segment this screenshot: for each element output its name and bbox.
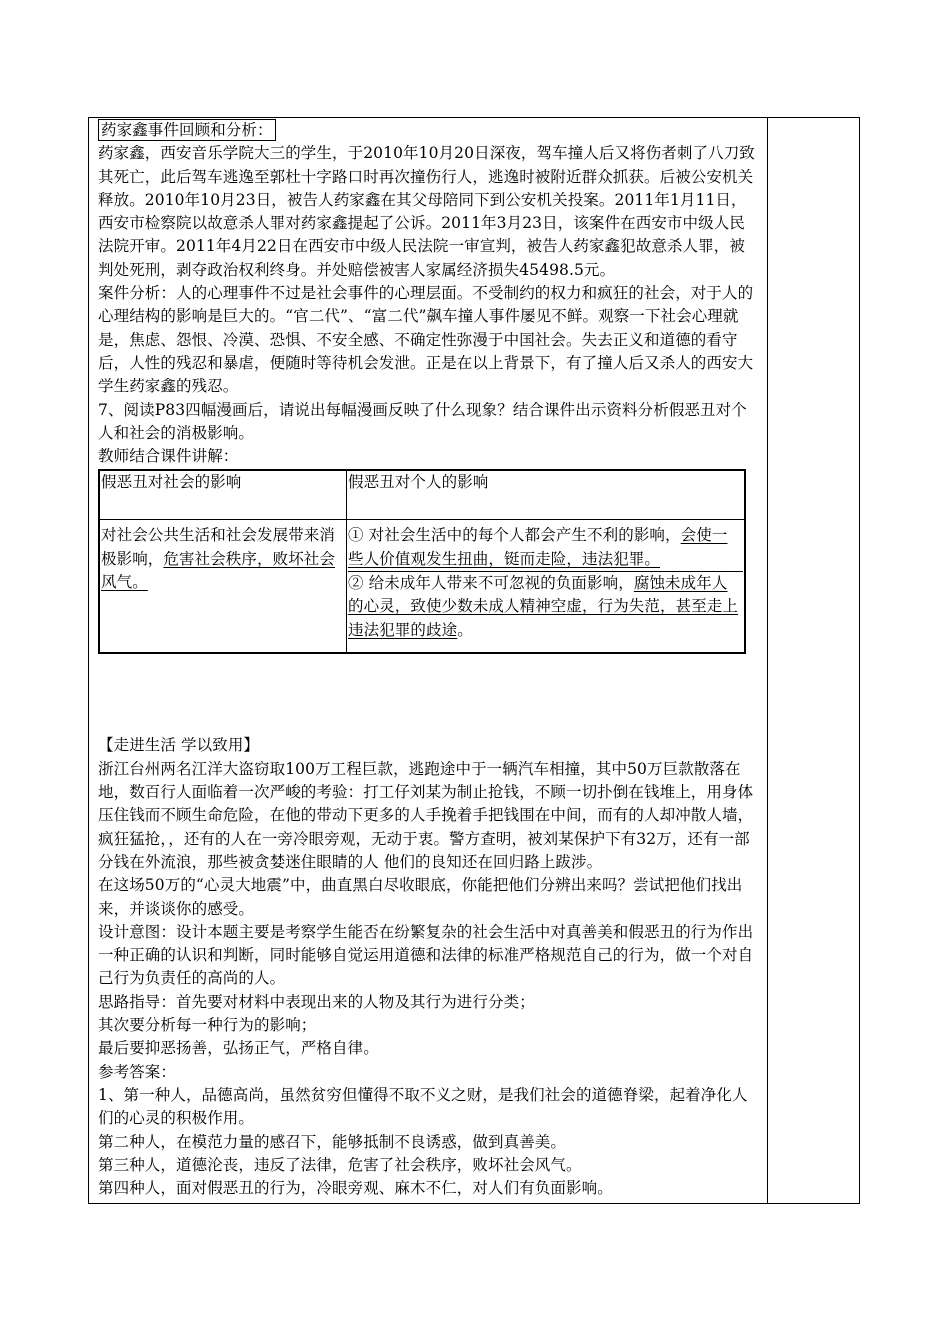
col2-cell [347, 520, 746, 654]
case-heading-line [98, 119, 760, 142]
col2-item-1 [348, 524, 743, 571]
col1-plain: 对社会公共生活和社会发展带来消极影响， [101, 526, 336, 568]
answer-2: 第二种人，在模范力量的感召下，能够抵制不良诱惑，做到真善美。 [98, 1132, 567, 1151]
case-heading: 药家鑫事件回顾和分析： [98, 119, 276, 141]
guide-2: 其次要分析每一种行为的影响； [98, 1016, 317, 1035]
answer-label: 参考答案： [98, 1062, 177, 1081]
guide-3: 最后要抑恶扬善，弘扬正气，严格自律。 [98, 1039, 379, 1058]
col1-underlined: 危害社会秩序，败坏社会风气。 [101, 549, 336, 592]
col2-item-2 [348, 571, 743, 642]
col2-item1-plain: ① 对社会生活中的每个人都会产生不利的影响， [348, 526, 681, 545]
col2-item1-underlined: 会使一些人价值观发生扭曲，铤而走险，违法犯罪。 [348, 526, 728, 568]
answer-4: 第四种人，面对假恶丑的行为，冷眼旁观、麻木不仁，对人们有负面影响。 [98, 1179, 613, 1198]
case-intro: 药家鑫，西安音乐学院大三的学生，于2010年10月20日深夜，驾车撞人后又将伤者刺了八刀致其死亡，此后驾车逃逸至郭杜十字路口时再次撞伤行人，逃逸时被附近群众抓获。后被公安机关释放。2010年10月23日，被告人药家鑫在其父母陪同下到公安机关投案。2011年1月11日，西安市检察院以故意杀人罪对药家鑫提起了公诉。2011年3月23日，该案件在西安市中级人民法院开审。2011年4月22日在西安市中级人民法院一审宣判，被告人药家鑫犯故意杀人罪，被判处死刑，剥夺政治权利终身。并处赔偿被害人家属经济损失45498.5元。 [98, 144, 755, 279]
question-7: 7、阅读P83四幅漫画后，请说出每幅漫画反映了什么现象？结合课件出示资料分析假恶丑对个人和社会的消极影响。 [98, 400, 747, 442]
table-row [99, 520, 745, 654]
col2-header: 假恶丑对个人的影响 [347, 470, 746, 520]
answer-3: 第三种人，道德沦丧，违反了法律，危害了社会秩序，败坏社会风气。 [98, 1155, 582, 1174]
life-heading: 【走进生活 学以致用】 [98, 736, 260, 755]
table-row [99, 470, 745, 520]
life-story: 浙江台州两名江洋大盗窃取100万工程巨款，逃跑途中于一辆汽车相撞，其中50万巨款散落在地，数百行人面临着一次严峻的考验：打工仔刘某为制止抢钱，不顾一切扑倒在钱堆上，用身体压住钱而不顾生命危险，在他的带动下更多的人手挽着手把钱围在中间，而有的人却冲散人墙，疯狂猛抢，，还有的人在一旁冷眼旁观，无动于衷。警方查明，被刘某保护下有32万，还有一部分钱在外流浪，那些被贪婪迷住眼睛的人 他们的良知还在回归路上跋涉。 [98, 759, 754, 871]
teacher-note: 教师结合课件讲解： [98, 447, 239, 466]
col2-item2-plain: ② 给未成年人带来不可忽视的负面影响， [348, 574, 634, 593]
col2-item2-end: 。 [457, 620, 473, 639]
design-intent: 设计意图：设计本题主要是考察学生能否在纷繁复杂的社会生活中对真善美和假恶丑的行为作出一种正确的认识和判断，同时能够自觉运用道德和法律的标准严格规范自己的行为，做一个对自己行为负责任的高尚的人。 [98, 922, 754, 988]
col1-header: 假恶丑对社会的影响 [99, 470, 347, 520]
main-content [98, 119, 760, 1200]
impact-table [98, 469, 746, 654]
col1-cell [99, 520, 347, 654]
col2-item2-underlined: 腐蚀未成年人的心灵，致使少数未成人精神空虚，行为失范，甚至走上违法犯罪的歧途 [348, 574, 739, 639]
answer-1: 1、第一种人，品德高尚，虽然贫穷但懂得不取不义之财，是我们社会的道德脊梁，起着净化人们的心灵的积极作用。 [98, 1085, 748, 1128]
life-question: 在这场50万的“心灵大地震”中，曲直黑白尽收眼底，你能把他们分辨出来吗？尝试把他们找出来，并谈谈你的感受。 [98, 876, 743, 918]
column-divider [767, 117, 768, 1204]
guide-1: 思路指导：首先要对材料中表现出来的人物及其行为进行分类； [98, 992, 535, 1011]
case-analysis: 案件分析：人的心理事件不过是社会事件的心理层面。不受制约的权力和疯狂的社会，对于人的心理结构的影响是巨大的。“官二代”、“富二代”飙车撞人事件屡见不鲜。观察一下社会心理就是，焦虑、怨恨、冷漠、恐惧、不安全感、不确定性弥漫于中国社会。失去正义和道德的看守后，人性的残忍和暴虐，便随时等待机会发泄。正是在以上背景下，有了撞人后又杀人的西安大学生药家鑫的残忍。 [98, 284, 754, 396]
spacer [98, 654, 760, 734]
